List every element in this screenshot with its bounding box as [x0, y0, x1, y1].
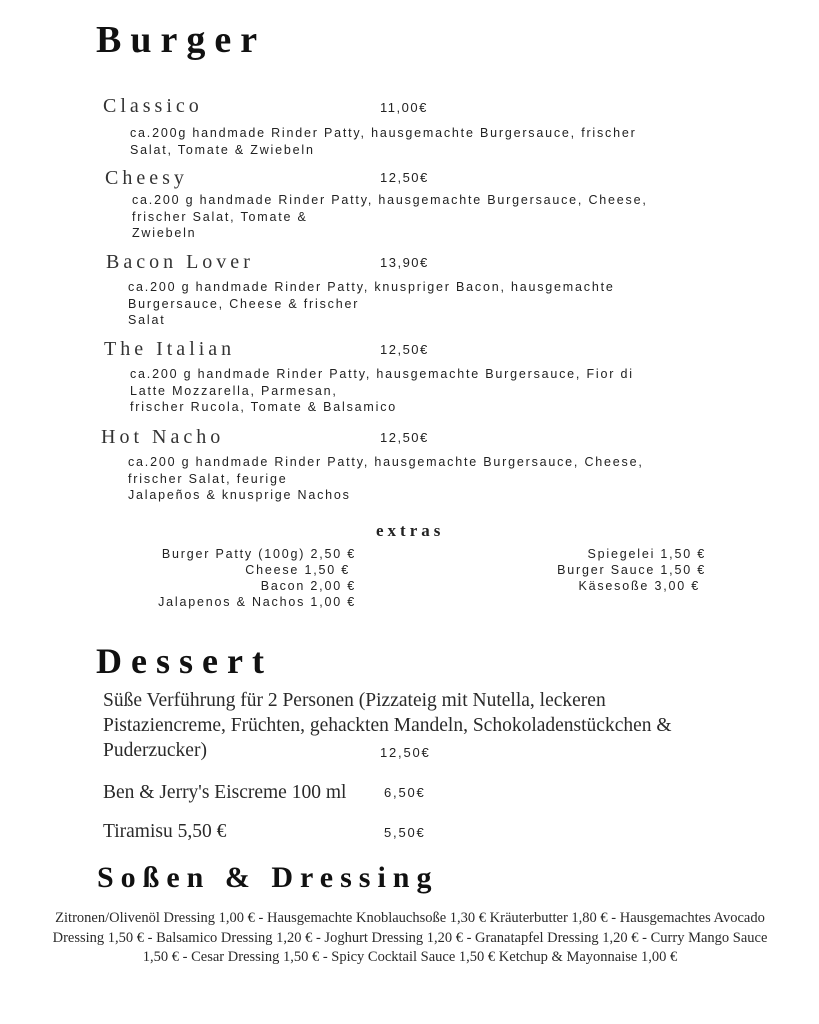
description-line: Jalapeños & knusprige Nachos [128, 488, 351, 502]
extras-left-column [158, 546, 356, 610]
description-line: Zwiebeln [132, 226, 197, 240]
description-line: Salat, Tomate & Zwiebeln [130, 142, 315, 157]
dessert-item-name: Tiramisu 5,50 € [103, 821, 227, 842]
dessert-section-title: Dessert [96, 641, 273, 681]
menu-item-name: The Italian [104, 338, 236, 360]
menu-item-name: Cheesy [105, 167, 188, 189]
menu-item-description [132, 192, 648, 242]
description-line: ca.200 g handmade Rinder Patty, knuspriger Bacon, hausgemachte [128, 280, 615, 294]
menu-item-price: 12,50€ [380, 430, 429, 445]
dessert-item-name: Ben & Jerry's Eiscreme 100 ml [103, 782, 347, 803]
extra-item: Bacon 2,00 € [260, 579, 356, 593]
menu-item-description [130, 366, 634, 416]
menu-item-price: 12,50€ [380, 342, 429, 357]
extra-item: Burger Sauce 1,50 € [557, 563, 706, 577]
dessert-item-price: 5,50€ [384, 825, 426, 840]
dessert-item-price: 12,50€ [380, 745, 431, 760]
menu-item-description [130, 125, 637, 158]
description-line: Salat [128, 313, 166, 327]
extra-item: Cheese 1,50 € [245, 563, 350, 577]
extras-right-column [557, 546, 706, 594]
dessert-line: Süße Verführung für 2 Personen (Pizzateig mit Nutella, leckeren [103, 690, 606, 711]
extra-item: Käsesoße 3,00 € [578, 579, 700, 593]
menu-item-price: 13,90€ [380, 255, 429, 270]
description-line: frischer Salat, Tomate & [132, 209, 308, 224]
dessert-line: Puderzucker) [103, 740, 207, 761]
menu-item-name: Hot Nacho [101, 426, 225, 448]
menu-item-price: 12,50€ [380, 170, 429, 185]
description-line: ca.200 g handmade Rinder Patty, hausgemachte Burgersauce, Cheese, [132, 193, 648, 207]
description-line: ca.200g handmade Rinder Patty, hausgemachte Burgersauce, frischer [130, 126, 637, 140]
extra-item: Spiegelei 1,50 € [587, 547, 706, 561]
dessert-item-price: 6,50€ [384, 785, 426, 800]
sauces-list-text: Zitronen/Olivenöl Dressing 1,00 € - Hausgemachte Knoblauchsoße 1,30 € Kräuterbutter 1,80 € - Hausgemachtes Avocado Dressing 1,50 € - Balsamico Dressing 1,20 € - Joghurt Dressing 1,20 € - Granatapfel Dressing 1,20 € - Curry Mango Sauce 1,50 € - Cesar Dressing 1,50 € - Spicy Cocktail Sauce 1,50 € Ketchup & Mayonnaise 1,00 € [52, 910, 768, 965]
extra-item: Burger Patty (100g) 2,50 € [161, 547, 356, 561]
menu-item-description [128, 454, 644, 504]
dessert-line: Pistaziencreme, Früchten, gehackten Mandeln, Schokoladenstückchen & [103, 715, 672, 736]
burger-section-title: Burger [96, 19, 267, 61]
menu-item-description [128, 279, 615, 329]
extras-title: extras [376, 521, 445, 540]
menu-item-price: 11,00€ [380, 100, 428, 115]
menu-item-name: Classico [103, 95, 203, 117]
extra-item: Jalapenos & Nachos 1,00 € [158, 595, 356, 609]
description-line: ca.200 g handmade Rinder Patty, hausgemachte Burgersauce, Fior di [130, 367, 634, 381]
description-line: Latte Mozzarella, Parmesan, [130, 383, 338, 398]
description-line: Burgersauce, Cheese & frischer [128, 296, 360, 311]
description-line: ca.200 g handmade Rinder Patty, hausgemachte Burgersauce, Cheese, [128, 455, 644, 469]
menu-item-name: Bacon Lover [106, 251, 254, 273]
sauces-section-title: Soßen & Dressing [97, 861, 439, 894]
description-line: frischer Salat, feurige [128, 471, 288, 486]
description-line: frischer Rucola, Tomate & Balsamico [130, 400, 398, 414]
